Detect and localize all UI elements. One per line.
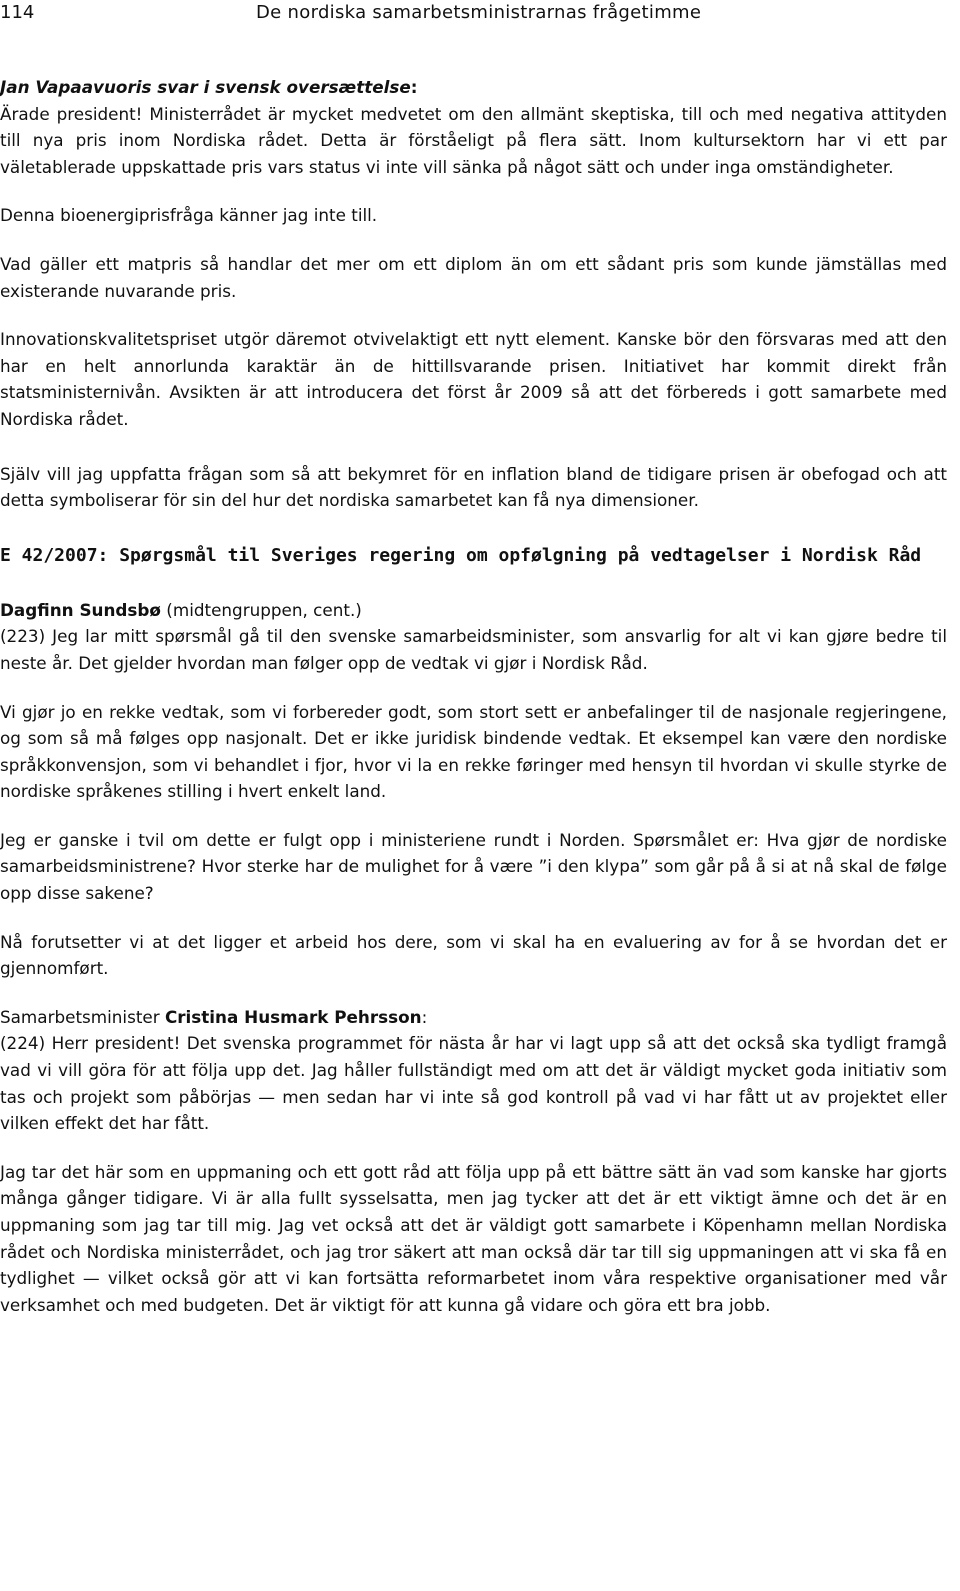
speaker-line: [0, 1004, 947, 1031]
paragraph: Innovationskvalitetspriset utgör däremot otvivelaktigt ett nytt element. Kanske bör den försvaras med att den har en helt annorlunda karaktär än de hittillsvarande prisen. Initiativet har kommit direkt från statsministernivån. Avsikten är att introducera det först år 2009 så att det förbereds i gott samarbete med Nordiska rådet.: [0, 329, 947, 429]
paragraph: Jag tar det här som en uppmaning och ett gott råd att följa upp på ett bättre sätt än vad som kanske har gjorts många gånger tidigare. Vi är alla fullt sysselsatta, men jag tycker att det är ett viktigt ämne och det är en uppmaning som jag tar till mig. Jag vet också att det är väldigt gott samarbete i Köpenhamn mellan Nordiska rådet och Nordiska ministerrådet, och jag tror säkert att man också där tar till sig uppmaningen att vi ska få en tydlighet — vilket också gör att vi kan fortsätta reformarbetet inom våra respektive organisationer med vår verksamhet och med budgeten. Det är viktigt för att kunna gå vidare och göra ett bra jobb.: [0, 1161, 947, 1315]
paragraph: Denna bioenergiprisfråga känner jag inte till.: [0, 205, 378, 226]
speaker-label-colon: :: [410, 77, 418, 97]
speaker-name: Cristina Husmark Pehrsson: [164, 1006, 422, 1027]
paragraph: Jeg er ganske i tvil om dette er fulgt opp i ministeriene rundt i Norden. Spørsmålet er: Hva gjør de nordiske samarbeidsministrene? Hvor sterke har de mulighet for å være ”i den klypa” som går på å si at nå skal de følge opp disse sakene?: [0, 829, 947, 904]
running-title: De nordiska samarbetsministrarnas frågetimme: [256, 2, 702, 23]
paragraph: Nå forutsetter vi at det ligger et arbeid hos dere, som vi skal ha en evaluering av for å se hvordan det er gjennomført.: [0, 931, 947, 979]
speaker-line: [0, 597, 947, 624]
paragraph: Vad gäller ett matpris så handlar det mer om ett diplom än om ett sådant pris som kunde jämställas med existerande nuvarande pris.: [0, 253, 947, 301]
section-heading: E 42/2007: Spørgsmål til Sveriges regering om opfølgning på vedtagelser i Nordisk Råd: [0, 544, 922, 566]
paragraph: (223) Jeg lar mitt spørsmål gå til den svenske samarbeidsminister, som ansvarlig for alt vi kan gjøre bedre til neste år. Det gjelder hvordan man følger opp de vedtak vi gjør i Nordisk Råd.: [0, 626, 947, 673]
speaker-label: [0, 74, 947, 101]
speaker-title: Samarbetsminister: [0, 1006, 165, 1027]
document-body: [0, 74, 947, 1318]
page-header: [0, 0, 960, 32]
speaker-colon: :: [421, 1006, 428, 1027]
paragraph: (224) Herr president! Det svenska programmet för nästa år har vi lagt upp så att det också ska tydligt framgå vad vi vill göra för att följa upp det. Jag håller fullständigt med om att det är väldigt mycket goda initiativ som tas och projekt som påbörjas — men sedan har vi inte så god kontroll på vad vi har fått ut av projektet eller vilken effekt det har fått.: [0, 1033, 947, 1134]
page-number: 114: [0, 2, 35, 23]
paragraph: Vi gjør jo en rekke vedtak, som vi forbereder godt, som stort sett er anbefalinger til de nasjonale regjeringene, og som så må følges opp nasjonalt. Det er ikke juridisk bindende vedtak. Et eksempel kan være den nordiske språkkonvensjon, som vi behandlet i fjor, hvor vi la en rekke føringer med hensyn til hvordan vi skulle styrke de nordiske språkenes stilling i hvert enkelt land.: [0, 701, 947, 802]
speaker-label-text: Jan Vapaavuoris svar i svensk oversættelse: [0, 77, 411, 97]
paragraph: Själv vill jag uppfatta frågan som så att bekymret för en inflation bland de tidigare prisen är obefogad och att detta symboliserar för sin del hur det nordiska samarbetet kan få nya dimensioner.: [0, 463, 947, 511]
speaker-name: Dagfinn Sundsbø: [0, 599, 161, 620]
paragraph: Ärade president! Ministerrådet är mycket medvetet om den allmänt skeptiska, till och med negativa attityden till nya pris inom Nordiska rådet. Detta är förståeligt på flera sätt. Inom kultursektorn har vi ett par väletablerade uppskattade pris vars status vi inte vill sänka på något sätt och under inga omständigheter.: [0, 103, 947, 177]
speaker-party: (midtengruppen, cent.): [160, 599, 362, 620]
